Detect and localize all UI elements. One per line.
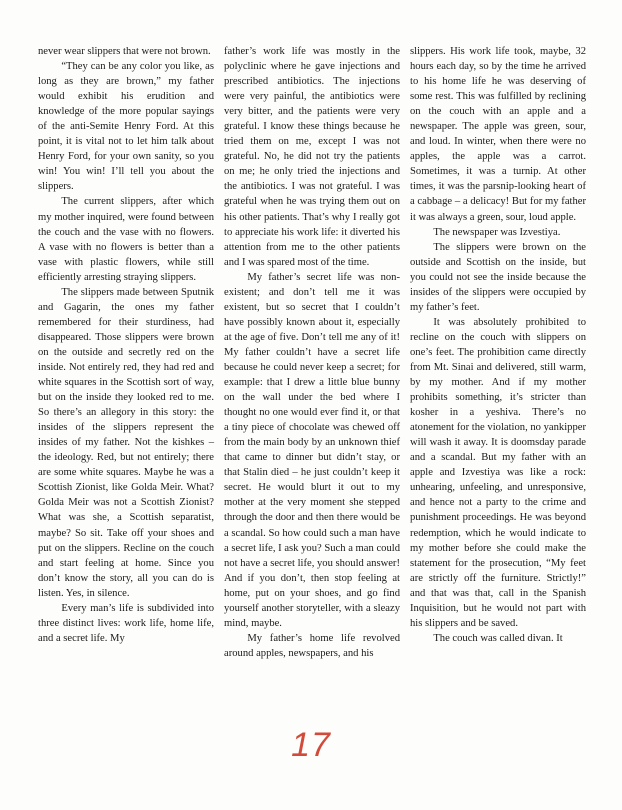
paragraph: The couch was called divan. It — [433, 632, 563, 644]
paragraph: father’s work life was mostly in the polyclinic where he gave injections and prescribed antibiotics. The injections were very painful, the antibiotics were very bitter, and the patients were very grateful. I know these things because he tried them on me, except I was not grateful. No, he did not try the patients on me; he only tried the injections and the antibiotics. I was not grateful. I was grateful when he was trying them out on his other patients. That’s why I really got to appreciate his work life: it diverted his attention from me to the other patients and I was spared most of the time. — [224, 46, 400, 268]
column-1 — [38, 44, 214, 744]
column-3 — [410, 44, 586, 744]
paragraph: The slippers made between Sputnik and Gagarin, the ones my father remembered for their sturdiness, had disappeared. Those slippers were brown on the outside and secretly red on the inside. Not entirely red, they had red and white squares in the Scottish sort of way, but on the inside they looked red to me. So there’s an allegory in this story: the insides of the slippers represent the insides of my father. Not the kishkes – the ideology. Red, but not entirely; there are some white squares. Maybe he was a Scottish Zionist, like Golda Meir. What? Golda Meir was not a Scottish Zionist? What was she, a Scottish separatist, maybe? So sit. Take off your shoes and put on the slippers. Recline on the couch and start feeling at home. Since you don’t know the story, all you can do is listen. Yes, in silence. — [38, 286, 214, 599]
page-number: 17 — [291, 726, 331, 764]
paragraph: slippers. His work life took, maybe, 32 hours each day, so by the time he arrived to his home life he was deserving of some rest. This was fulfilled by reclining on the couch with an apple and a newspaper. The apple was green, sour, and loud. In winter, when there were no apples, the apple was a carrot. Sometimes, it was a turnip. At other times, it was the parsnip-looking heart of a cabbage – a delicacy! But for my father it was always a green, sour, loud apple. — [410, 46, 586, 223]
paragraph: The newspaper was Izvestiya. — [433, 226, 561, 238]
paragraph: The slippers were brown on the outside and Scottish on the inside, but you could not see the inside because the insides of the slippers were occupied by my father’s feet. — [410, 241, 586, 313]
paragraph: My father’s home life revolved around apples, newspapers, and his — [224, 632, 400, 659]
text-columns — [38, 44, 586, 744]
paragraph: “They can be any color you like, as long as they are brown,” my father would exhibit his erudition and knowledge of the more popular sayings of the anti-Semite Henry Ford. At this point, it is vital not to let him talk about Henry Ford, for your own sanity, so you win! You win! I’ll tell you about the slippers. — [38, 61, 214, 193]
paragraph: The current slippers, after which my mother inquired, were found between the couch and the vase with no flowers. A vase with no flowers is better than a vase with plastic flowers, while still efficiently arresting straying slippers. — [38, 196, 214, 283]
paragraph: Every man’s life is subdivided into three distinct lives: work life, home life, and a secret life. My — [38, 602, 214, 644]
paragraph: My father’s secret life was non-existent; and don’t tell me it was existent, but so secret that I couldn’t have possibly known about it, especially at the age of five. Don’t tell me any of it! My father couldn’t have a secret life because he could never keep a secret; for example: that I drew a little blue bunny on the wall under the bed where I thought no one would ever find it, or that a tiny piece of chocolate was chewed off from the main body by an unknown thief that came to dinner but didn’t stay, or that Stalin died – he just couldn’t keep it secret. He would blurt it out to my mother at the very moment she stepped through the door and then there would be a scandal. So how could such a man have a secret life, I ask you? Such a man could not have a secret life, you should answer! And if you don’t, then stop feeling at home, put on your shoes, and go find yourself another storyteller, with a sleazy mind, maybe. — [224, 271, 400, 629]
paragraph: never wear slippers that were not brown. — [38, 46, 211, 57]
paragraph: It was absolutely prohibited to recline on the couch with slippers on one’s feet. The prohibition came directly from Mt. Sinai and delivered, still warm, by my mother. And if my mother prohibits something, it’s stricter than kosher in a yeshiva. There’s no atonement for the violation, no yankipper will wash it away. It is doomsday parade and a scandal. But my father with an apple and Izvestiya was like a rock: unhearing, unfeeling, and unresponsive, and hence not a party to the crime and punishment proceedings. He was beyond redemption, which he would indicate to my mother before she could make the statement for the prosecution, “My feet are strictly off the furniture. Strictly!” and that was that, call in the Spanish Inquisition, but he would not part with his slippers and be saved. — [410, 316, 586, 629]
column-2 — [224, 44, 400, 744]
